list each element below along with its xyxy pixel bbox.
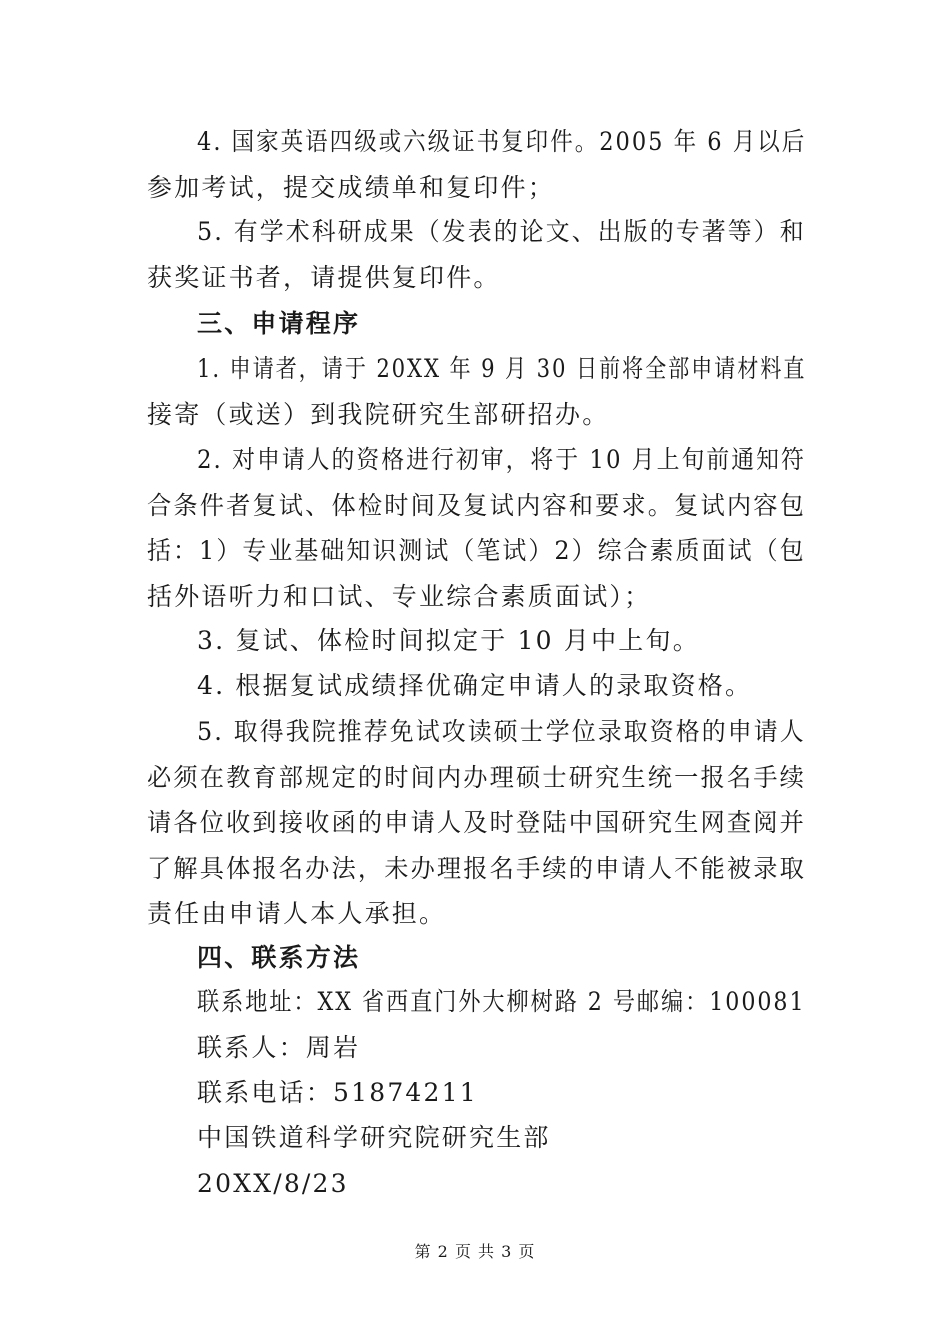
step-5-line2: 必须在教育部规定的时间内办理硕士研究生统一报名手续 — [147, 763, 806, 792]
organization-name: 中国铁道科学研究院研究生部 — [197, 1123, 551, 1152]
item-5-research-line1: 5. 有学术科研成果（发表的论文、出版的专著等）和 — [197, 217, 806, 246]
item-4-cert-line1: 4. 国家英语四级或六级证书复印件。2005 年 6 月以后 — [197, 127, 807, 156]
page-indicator: 第 2 页 共 3 页 — [414, 1242, 536, 1261]
step-2-line3: 括：1）专业基础知识测试（笔试）2）综合素质面试（包 — [147, 536, 806, 565]
section-3-heading: 三、申请程序 — [197, 309, 361, 338]
step-5-line4: 了解具体报名办法，未办理报名手续的申请人不能被录取 — [147, 854, 806, 883]
step-1-line2: 接寄（或送）到我院研究生部研招办。 — [147, 400, 610, 429]
step-3: 3. 复试、体检时间拟定于 10 月中上旬。 — [197, 626, 700, 655]
step-2-line4: 括外语听力和口试、专业综合素质面试）； — [147, 582, 652, 611]
contact-person: 联系人：周岩 — [197, 1033, 361, 1062]
document-date: 20XX/8/23 — [197, 1169, 349, 1198]
step-1-line1: 1. 申请者，请于 20XX 年 9 月 30 日前将全部申请材料直 — [197, 354, 807, 383]
step-5-line1: 5. 取得我院推荐免试攻读硕士学位录取资格的申请人 — [197, 717, 806, 746]
contact-phone: 联系电话：51874211 — [197, 1078, 478, 1107]
step-5-line3: 请各位收到接收函的申请人及时登陆中国研究生网查阅并 — [147, 808, 806, 837]
step-2-line1: 2. 对申请人的资格进行初审，将于 10 月上旬前通知符 — [197, 445, 806, 474]
step-4: 4. 根据复试成绩择优确定申请人的录取资格。 — [197, 671, 753, 700]
contact-address: 联系地址：XX 省西直门外大柳树路 2 号邮编：100081 — [197, 987, 806, 1016]
step-5-line5: 责任由申请人本人承担。 — [147, 899, 447, 928]
section-4-heading: 四、联系方法 — [197, 943, 361, 972]
step-2-line2: 合条件者复试、体检时间及复试内容和要求。复试内容包 — [147, 491, 806, 520]
item-5-research-line2: 获奖证书者，请提供复印件。 — [147, 263, 501, 292]
item-4-cert-line2: 参加考试，提交成绩单和复印件； — [147, 173, 556, 202]
